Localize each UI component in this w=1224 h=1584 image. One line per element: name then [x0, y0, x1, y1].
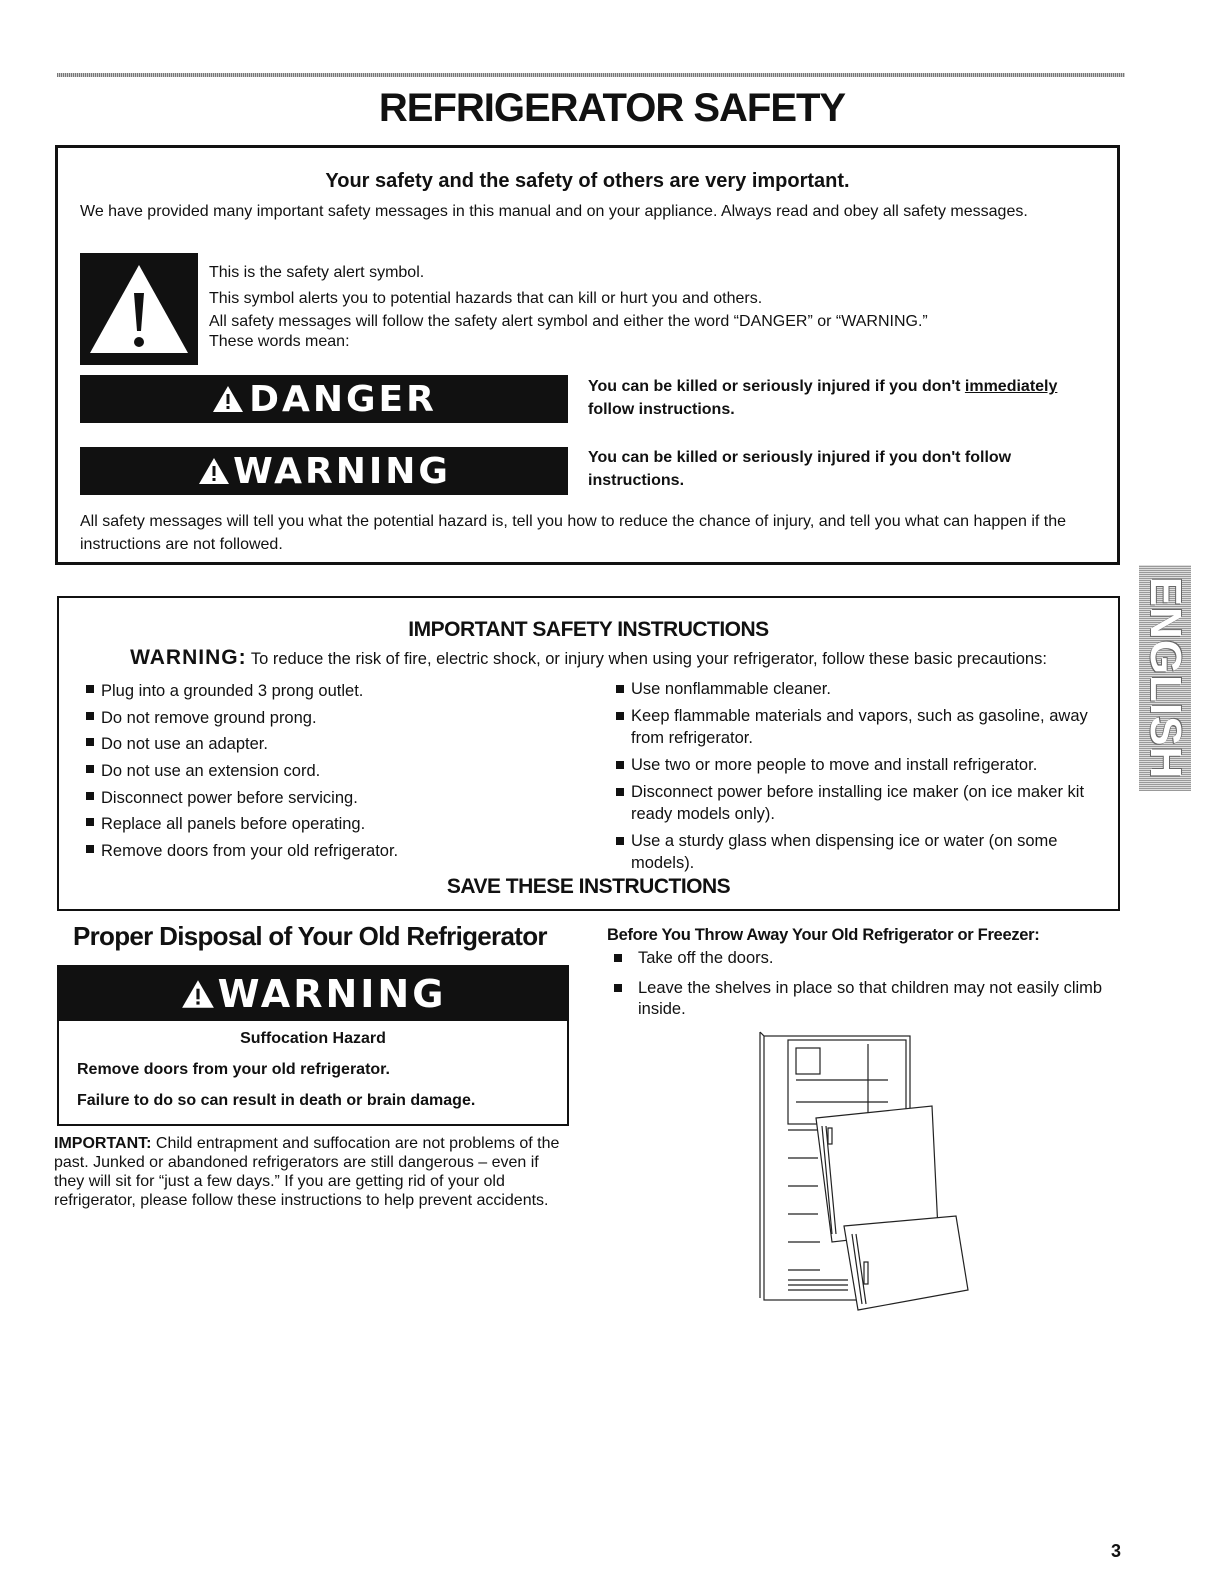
failure-text: Failure to do so can result in death or brain damage. — [77, 1092, 476, 1109]
precautions-left — [85, 678, 595, 865]
list-item: Keep flammable materials and vapors, such as gasoline, away from refrigerator. — [615, 705, 1115, 749]
top-rule — [57, 73, 1125, 77]
warning-label: WARNING — [233, 450, 451, 492]
safety-heading: Your safety and the safety of others are very important. — [325, 170, 850, 192]
list-item: Remove doors from your old refrigerator. — [85, 838, 595, 865]
warning-label: WARNING — [217, 972, 447, 1016]
list-item: Use two or more people to move and install refrigerator. — [615, 754, 1115, 776]
alert-explanation — [209, 260, 1089, 352]
important-paragraph: IMPORTANT: Child entrapment and suffocation are not problems of the past. Junked or abandoned refrigerators are still dangerous – even if they will sit for “just a few days.” If you are getting rid of your old refrigerator, please follow these instructions to help prevent accidents. — [54, 1135, 560, 1209]
warning-text: To reduce the risk of fire, electric shock, or injury when using your refrigerator, follow these basic precautions: — [250, 650, 1047, 668]
danger-banner — [80, 375, 568, 423]
instructions-heading: IMPORTANT SAFETY INSTRUCTIONS — [408, 618, 769, 641]
warning-banner — [59, 967, 567, 1021]
safety-alert-symbol-icon — [80, 253, 198, 365]
list-item: Replace all panels before operating. — [85, 811, 595, 838]
list-item: Use nonflammable cleaner. — [615, 678, 1115, 700]
refrigerator-illustration — [758, 1030, 972, 1312]
warning-description: You can be killed or seriously injured if you don't follow instructions. — [588, 449, 1012, 489]
important-instructions-box — [57, 596, 1120, 911]
list-item: Disconnect power before installing ice maker (on ice maker kit ready models only). — [615, 781, 1115, 825]
before-throw-away-list — [612, 948, 1112, 1029]
alert-line: All safety messages will follow the safety alert symbol and either the word “DANGER” or “WARNING.” — [209, 313, 928, 330]
important-lead: IMPORTANT: — [54, 1135, 152, 1152]
precautions-right — [615, 678, 1115, 879]
before-throw-away-heading: Before You Throw Away Your Old Refrigerator or Freezer: — [607, 926, 1040, 944]
disposal-title: Proper Disposal of Your Old Refrigerator — [73, 921, 547, 951]
alert-line: This symbol alerts you to potential hazards that can kill or hurt you and others. — [209, 290, 763, 307]
list-item: Use a sturdy glass when dispensing ice or water (on some models). — [615, 830, 1115, 874]
warning-banner — [80, 447, 568, 495]
danger-description: You can be killed or seriously injured if you don't immediately follow instructions. — [588, 378, 1058, 418]
alert-triangle-icon — [197, 456, 231, 486]
safety-intro: We have provided many important safety messages in this manual and on your appliance. Always read and obey all safety messages. — [80, 203, 1028, 220]
page-number: 3 — [1111, 1541, 1122, 1561]
language-tab-label: ENGLISH — [1141, 576, 1190, 780]
page-title: REFRIGERATOR SAFETY — [378, 86, 846, 130]
list-item: Do not use an extension cord. — [85, 758, 595, 785]
alert-line: This is the safety alert symbol. — [209, 264, 425, 281]
warning-lead: WARNING: — [130, 646, 247, 669]
danger-label: DANGER — [249, 378, 437, 420]
remove-doors-text: Remove doors from your old refrigerator. — [77, 1061, 390, 1078]
alert-triangle-icon — [211, 384, 245, 414]
list-item: Leave the shelves in place so that children may not easily climb inside. — [612, 978, 1112, 1020]
alert-line: These words mean: — [209, 333, 350, 350]
save-instructions: SAVE THESE INSTRUCTIONS — [446, 875, 731, 898]
safety-intro-box — [55, 145, 1120, 565]
list-item: Disconnect power before servicing. — [85, 785, 595, 812]
list-item: Do not remove ground prong. — [85, 705, 595, 732]
list-item: Do not use an adapter. — [85, 731, 595, 758]
language-tab — [1139, 565, 1191, 791]
safety-box-footer: All safety messages will tell you what the potential hazard is, tell you how to reduce the chance of injury, and tell you what can happen if the instructions are not followed. — [80, 513, 1067, 553]
alert-triangle-icon — [180, 978, 216, 1010]
hazard-title: Suffocation Hazard — [240, 1030, 386, 1047]
list-item: Plug into a grounded 3 prong outlet. — [85, 678, 595, 705]
list-item: Take off the doors. — [612, 948, 1112, 969]
suffocation-warning-box — [57, 965, 569, 1126]
instructions-warning — [59, 646, 1118, 670]
